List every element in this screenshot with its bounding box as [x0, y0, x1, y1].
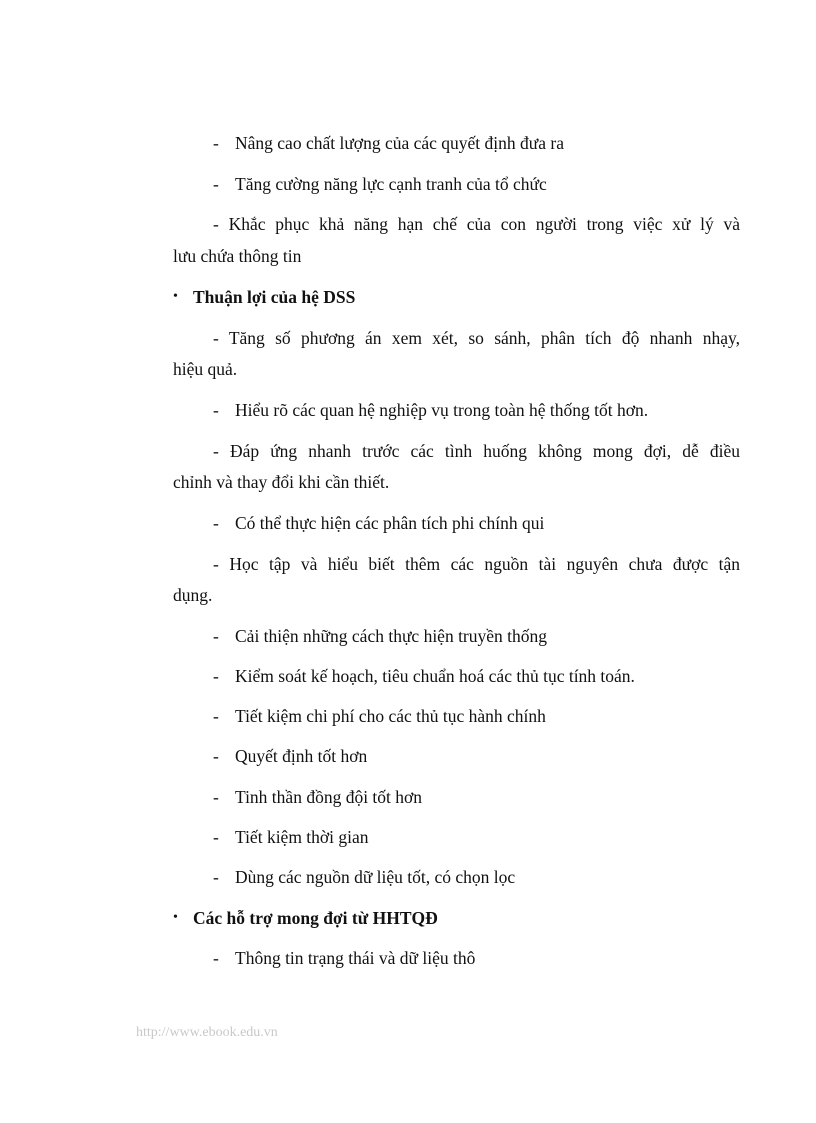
list-item-continuation: hiệu quả. [173, 359, 238, 379]
list-dash: - [213, 948, 219, 968]
list-dash: - [213, 787, 219, 807]
list-item: Nâng cao chất lượng của các quyết định đưa ra [235, 133, 564, 153]
list-dash: - [213, 867, 219, 887]
list-dash: - [213, 513, 219, 533]
list-item [213, 213, 740, 235]
list-dash: - [213, 400, 219, 420]
list-item: Quyết định tốt hơn [235, 746, 368, 766]
footer-url: http://www.ebook.edu.vn [136, 1025, 278, 1040]
list-dash: - [213, 666, 219, 686]
list-dash: - [213, 214, 219, 234]
list-item: Tăng cường năng lực cạnh tranh của tổ chức [235, 174, 547, 194]
list-item: Kiểm soát kế hoạch, tiêu chuẩn hoá các thủ tục tính toán. [235, 666, 635, 686]
list-dash: - [213, 827, 219, 847]
list-item: Hiểu rõ các quan hệ nghiệp vụ trong toàn hệ thống tốt hơn. [235, 400, 649, 420]
section-heading: Các hỗ trợ mong đợi từ HHTQĐ [193, 908, 438, 928]
list-dash: - [213, 441, 219, 461]
list-dash: - [213, 174, 219, 194]
list-item: Tinh thần đồng đội tốt hơn [235, 787, 423, 807]
list-item-continuation: chỉnh và thay đổi khi cần thiết. [173, 472, 390, 492]
list-item-text: Tăng số phương án xem xét, so sánh, phân tích độ nhanh nhạy, [228, 328, 741, 348]
bullet-icon: • [173, 910, 178, 925]
list-dash: - [213, 746, 219, 766]
list-dash: - [213, 626, 219, 646]
bullet-icon: • [173, 289, 178, 304]
list-item: Thông tin trạng thái và dữ liệu thô [235, 948, 476, 968]
list-item [213, 553, 740, 575]
list-dash: - [213, 554, 219, 574]
list-item: Tiết kiệm thời gian [235, 827, 369, 847]
list-item: Tiết kiệm chi phí cho các thủ tục hành chính [235, 706, 546, 726]
list-item-continuation: dụng. [173, 585, 213, 605]
list-dash: - [213, 133, 219, 153]
list-item-text: Học tập và hiểu biết thêm các nguồn tài nguyên chưa được tận [229, 554, 740, 574]
list-dash: - [213, 706, 219, 726]
list-item-continuation: lưu chứa thông tin [173, 246, 302, 266]
section-heading: Thuận lợi của hệ DSS [193, 287, 356, 307]
list-item: Có thể thực hiện các phân tích phi chính qui [235, 513, 545, 533]
list-dash: - [213, 328, 219, 348]
list-item [213, 327, 740, 349]
list-item-text: Đáp ứng nhanh trước các tình huống không mong đợi, dễ điều [229, 441, 740, 461]
list-item [213, 440, 740, 462]
list-item-text: Khắc phục khả năng hạn chế của con người trong việc xử lý và [228, 214, 740, 234]
list-item: Cải thiện những cách thực hiện truyền thống [235, 626, 548, 646]
list-item: Dùng các nguồn dữ liệu tốt, có chọn lọc [235, 867, 516, 887]
